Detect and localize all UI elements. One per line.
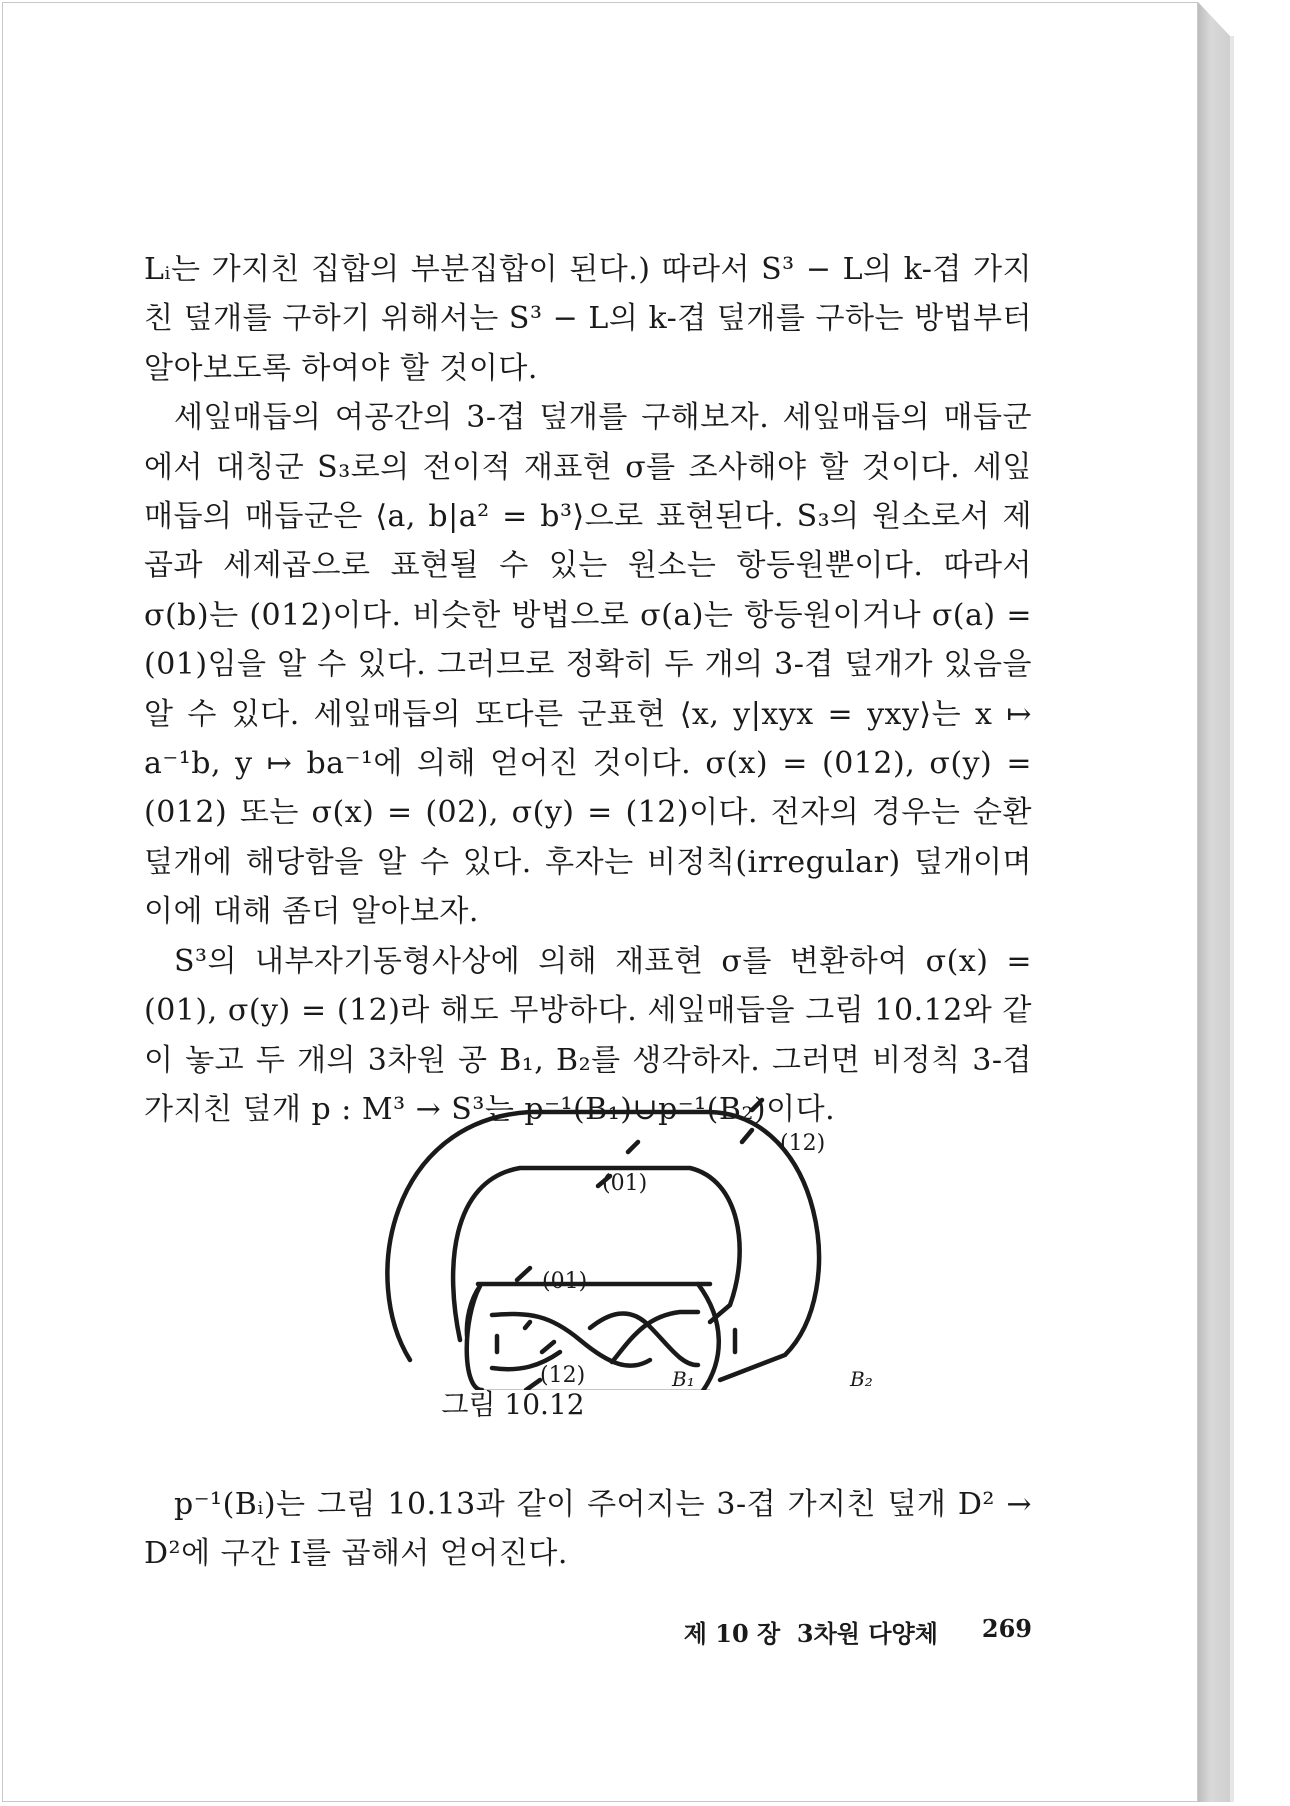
braid-strand-d — [612, 1312, 698, 1362]
tick-inner — [628, 1142, 638, 1152]
page-number: 269 — [981, 1614, 1032, 1643]
paragraph-2: 세잎매듭의 여공간의 3-겹 덮개를 구해보자. 세잎매듭의 매듭군에서 대칭군 S₃로의 전이적 재표현 σ를 조사해야 할 것이다. 세잎매듭의 매듭군은 ⟨a, b|a² = b³⟩으로 표현된다. S₃의 원소로서 제곱과 세제곱으로 표현될 수 있는 원소는 항등원뿐이다. 따라서 σ(b)는 (012)이다. 비슷한 방법으로 σ(a)는 항등원이거나 σ(a) = (01)임을 알 수 있다. 그러므로 정확히 두 개의 3-겹 덮개가 있음을 알 수 있다. 세잎매듭의 또다른 군표현 ⟨x, y|xyx = yxy⟩는 x ↦ a⁻¹b, y ↦ ba⁻¹에 의해 얻어진 것이다. σ(x) = (012), σ(y) = (012) 또는 σ(x) = (02), σ(y) = (12)이다. 전자의 경우는 순환덮개에 해당함을 알 수 있다. 후자는 비정칙(irregular) 덮개이며 이에 대해 좀더 알아보자. — [144, 400, 1032, 930]
paragraph-1: Lᵢ는 가지친 집합의 부분집합이 된다.) 따라서 S³ − L의 k-겹 가지친 덮개를 구하기 위해서는 S³ − L의 k-겹 덮개를 구하는 방법부터 알아보도록 하여야 할 것이다. — [144, 252, 1032, 386]
body-text — [144, 245, 1032, 1134]
label-ball-bottom-12: (12) — [540, 1363, 586, 1388]
label-ball-2: B₂ — [850, 1367, 873, 1390]
figure-trefoil-balls — [380, 1090, 900, 1390]
ball-1-left-cap — [467, 1286, 482, 1390]
ball-1-right-cap — [698, 1284, 719, 1390]
figure-caption-text: 그림 10.12 — [441, 1388, 585, 1421]
braid-strand-a — [492, 1314, 650, 1366]
figure-caption — [144, 1383, 1032, 1423]
label-ball-top-01: (01) — [542, 1269, 588, 1294]
outer-arc — [387, 1112, 819, 1380]
page-footer — [683, 1614, 1032, 1649]
tick-outer-2 — [742, 1130, 752, 1142]
running-footer-chapter: 제 10 장 3차원 다양체 — [683, 1619, 938, 1648]
label-outer-12: (12) — [780, 1131, 826, 1156]
tick-ball-top — [517, 1268, 530, 1280]
tick-ball-left — [525, 1322, 530, 1328]
label-inner-01: (01) — [602, 1171, 648, 1196]
tick-outer — [752, 1100, 762, 1110]
label-ball-1: B₁ — [672, 1367, 695, 1390]
paragraph-4: p⁻¹(Bᵢ)는 그림 10.13과 같이 주어지는 3-겹 가지친 덮개 D² → D²에 구간 I를 곱해서 얻어진다. — [144, 1487, 1032, 1572]
page-stack-edge — [1198, 2, 1230, 1802]
page-edge-shadow — [1230, 36, 1234, 1802]
tick-ball-bottom-2 — [542, 1342, 554, 1352]
paragraph-3: S³의 내부자기동형사상에 의해 재표현 σ를 변환하여 σ(x) = (01), σ(y) = (12)라 해도 무방하다. 세잎매듭을 그림 10.12와 같이 놓고 두 개의 3차원 공 B₁, B₂를 생각하자. 그러면 비정칙 3-겹 가지친 덮개 p : M³ → S³는 p⁻¹(B₁)∪p⁻¹(B₂)이다. — [144, 943, 1032, 1127]
after-figure-text — [144, 1480, 1032, 1579]
